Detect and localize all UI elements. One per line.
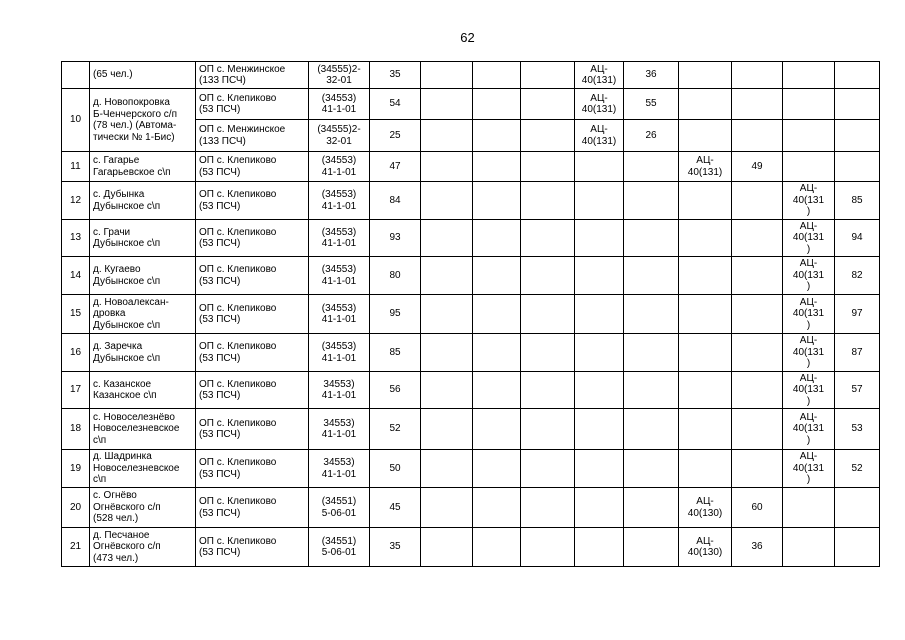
settlement-cell: с. Новоселезнёво Новоселезневское с\п xyxy=(90,409,196,450)
fire-unit-cell: ОП с. Клепиково (53 ПСЧ) xyxy=(196,409,309,450)
empty-cell xyxy=(835,488,880,528)
row-number-cell: 16 xyxy=(62,334,90,372)
empty-cell xyxy=(473,152,521,182)
fire-unit-cell: ОП с. Клепиково (53 ПСЧ) xyxy=(196,334,309,372)
fire-unit-cell: ОП с. Клепиково (53 ПСЧ) xyxy=(196,450,309,488)
table-row xyxy=(62,220,880,257)
empty-cell xyxy=(783,89,835,120)
fire-unit-cell: ОП с. Клепиково (53 ПСЧ) xyxy=(196,372,309,409)
empty-cell xyxy=(835,120,880,152)
phone-cell: (34551) 5-06-01 xyxy=(309,488,370,528)
empty-cell xyxy=(679,257,732,295)
distance-cell: 35 xyxy=(370,528,421,567)
row-number-cell: 20 xyxy=(62,488,90,528)
empty-cell xyxy=(473,372,521,409)
row-number-cell: 12 xyxy=(62,182,90,220)
empty-cell xyxy=(732,182,783,220)
empty-cell xyxy=(783,528,835,567)
table-row xyxy=(62,152,880,182)
empty-cell xyxy=(473,409,521,450)
row-number-cell: 13 xyxy=(62,220,90,257)
empty-cell xyxy=(624,334,679,372)
empty-cell xyxy=(473,334,521,372)
empty-cell xyxy=(521,220,575,257)
row-number-cell: 17 xyxy=(62,372,90,409)
empty-cell xyxy=(421,528,473,567)
empty-cell xyxy=(732,372,783,409)
vehicle-distance-cell: 60 xyxy=(732,488,783,528)
empty-cell xyxy=(783,120,835,152)
phone-cell: (34555)2- 32-01 xyxy=(309,62,370,89)
distance-cell: 84 xyxy=(370,182,421,220)
row-number-cell: 11 xyxy=(62,152,90,182)
vehicle-distance-cell: 85 xyxy=(835,182,880,220)
row-number-cell: 18 xyxy=(62,409,90,450)
vehicle-cell: АЦ- 40(130) xyxy=(679,528,732,567)
empty-cell xyxy=(521,152,575,182)
settlement-cell: с. Дубынка Дубынское с\п xyxy=(90,182,196,220)
fire-unit-cell: ОП с. Клепиково (53 ПСЧ) xyxy=(196,220,309,257)
empty-cell xyxy=(421,409,473,450)
fire-unit-cell: ОП с. Клепиково (53 ПСЧ) xyxy=(196,182,309,220)
empty-cell xyxy=(521,62,575,89)
empty-cell xyxy=(624,450,679,488)
table-row xyxy=(62,182,880,220)
empty-cell xyxy=(679,182,732,220)
phone-cell: (34553) 41-1-01 xyxy=(309,334,370,372)
table-row xyxy=(62,450,880,488)
empty-cell xyxy=(732,220,783,257)
settlement-cell: д. Песчаное Огнёвского с/п (473 чел.) xyxy=(90,528,196,567)
empty-cell xyxy=(679,372,732,409)
empty-cell xyxy=(521,409,575,450)
settlement-cell: с. Огнёво Огнёвского с/п (528 чел.) xyxy=(90,488,196,528)
vehicle-distance-cell: 82 xyxy=(835,257,880,295)
empty-cell xyxy=(783,62,835,89)
empty-cell xyxy=(624,372,679,409)
empty-cell xyxy=(732,89,783,120)
empty-cell xyxy=(732,409,783,450)
empty-cell xyxy=(783,152,835,182)
page-number: 62 xyxy=(460,30,475,45)
settlement-cell: с. Гагарье Гагарьевское с\п xyxy=(90,152,196,182)
phone-cell: (34551) 5-06-01 xyxy=(309,528,370,567)
vehicle-cell: АЦ- 40(131 ) xyxy=(783,257,835,295)
table-row xyxy=(62,89,880,120)
empty-cell xyxy=(679,295,732,334)
fire-unit-cell: ОП с. Клепиково (53 ПСЧ) xyxy=(196,295,309,334)
empty-cell xyxy=(421,488,473,528)
empty-cell xyxy=(624,295,679,334)
empty-cell xyxy=(732,450,783,488)
phone-cell: (34553) 41-1-01 xyxy=(309,89,370,120)
distance-cell: 80 xyxy=(370,257,421,295)
vehicle-cell: АЦ- 40(131 ) xyxy=(783,334,835,372)
phone-cell: 34553) 41-1-01 xyxy=(309,372,370,409)
empty-cell xyxy=(473,528,521,567)
empty-cell xyxy=(575,152,624,182)
distance-cell: 50 xyxy=(370,450,421,488)
empty-cell xyxy=(421,450,473,488)
vehicle-cell: АЦ- 40(131) xyxy=(679,152,732,182)
empty-cell xyxy=(575,450,624,488)
empty-cell xyxy=(575,182,624,220)
empty-cell xyxy=(732,257,783,295)
distance-cell: 95 xyxy=(370,295,421,334)
table-row xyxy=(62,528,880,567)
vehicle-cell: АЦ- 40(131) xyxy=(575,89,624,120)
distance-cell: 93 xyxy=(370,220,421,257)
vehicle-distance-cell: 94 xyxy=(835,220,880,257)
empty-cell xyxy=(679,220,732,257)
vehicle-cell: АЦ- 40(131) xyxy=(575,120,624,152)
table-row xyxy=(62,257,880,295)
vehicle-cell: АЦ- 40(131 ) xyxy=(783,295,835,334)
phone-cell: 34553) 41-1-01 xyxy=(309,450,370,488)
empty-cell xyxy=(421,334,473,372)
vehicle-distance-cell: 36 xyxy=(732,528,783,567)
phone-cell: (34553) 41-1-01 xyxy=(309,182,370,220)
empty-cell xyxy=(679,89,732,120)
vehicle-cell: АЦ- 40(131 ) xyxy=(783,372,835,409)
row-number-cell: 15 xyxy=(62,295,90,334)
empty-cell xyxy=(835,62,880,89)
empty-cell xyxy=(679,120,732,152)
empty-cell xyxy=(679,334,732,372)
empty-cell xyxy=(624,182,679,220)
empty-cell xyxy=(835,152,880,182)
empty-cell xyxy=(521,257,575,295)
vehicle-distance-cell: 97 xyxy=(835,295,880,334)
empty-cell xyxy=(473,220,521,257)
table-row xyxy=(62,62,880,89)
settlement-cell: (65 чел.) xyxy=(90,62,196,89)
vehicle-distance-cell: 49 xyxy=(732,152,783,182)
vehicle-distance-cell: 57 xyxy=(835,372,880,409)
distance-cell: 56 xyxy=(370,372,421,409)
empty-cell xyxy=(421,120,473,152)
empty-cell xyxy=(473,120,521,152)
distance-cell: 52 xyxy=(370,409,421,450)
row-number-cell: 19 xyxy=(62,450,90,488)
row-number-cell: 14 xyxy=(62,257,90,295)
empty-cell xyxy=(521,334,575,372)
empty-cell xyxy=(575,295,624,334)
phone-cell: (34553) 41-1-01 xyxy=(309,152,370,182)
empty-cell xyxy=(624,528,679,567)
empty-cell xyxy=(421,62,473,89)
empty-cell xyxy=(521,182,575,220)
fire-unit-cell: ОП с. Клепиково (53 ПСЧ) xyxy=(196,257,309,295)
empty-cell xyxy=(521,372,575,409)
empty-cell xyxy=(521,295,575,334)
phone-cell: (34555)2- 32-01 xyxy=(309,120,370,152)
phone-cell: (34553) 41-1-01 xyxy=(309,295,370,334)
empty-cell xyxy=(521,450,575,488)
vehicle-distance-cell: 53 xyxy=(835,409,880,450)
distance-cell: 85 xyxy=(370,334,421,372)
fire-unit-cell: ОП с. Менжинское (133 ПСЧ) xyxy=(196,120,309,152)
settlement-cell: д. Кугаево Дубынское с\п xyxy=(90,257,196,295)
empty-cell xyxy=(421,257,473,295)
empty-cell xyxy=(421,295,473,334)
empty-cell xyxy=(624,409,679,450)
settlement-cell: с. Казанское Казанское с\п xyxy=(90,372,196,409)
empty-cell xyxy=(473,257,521,295)
vehicle-distance-cell: 36 xyxy=(624,62,679,89)
empty-cell xyxy=(575,334,624,372)
vehicle-cell: АЦ- 40(131 ) xyxy=(783,182,835,220)
settlement-cell: д. Заречка Дубынское с\п xyxy=(90,334,196,372)
empty-cell xyxy=(521,89,575,120)
table-row xyxy=(62,295,880,334)
empty-cell xyxy=(521,528,575,567)
empty-cell xyxy=(732,334,783,372)
distance-cell: 35 xyxy=(370,62,421,89)
fire-unit-cell: ОП с. Клепиково (53 ПСЧ) xyxy=(196,528,309,567)
vehicle-distance-cell: 26 xyxy=(624,120,679,152)
empty-cell xyxy=(624,220,679,257)
empty-cell xyxy=(473,89,521,120)
phone-cell: 34553) 41-1-01 xyxy=(309,409,370,450)
row-number-cell: 10 xyxy=(62,89,90,152)
empty-cell xyxy=(521,120,575,152)
distance-cell: 54 xyxy=(370,89,421,120)
empty-cell xyxy=(473,62,521,89)
empty-cell xyxy=(575,257,624,295)
empty-cell xyxy=(421,152,473,182)
vehicle-distance-cell: 87 xyxy=(835,334,880,372)
empty-cell xyxy=(473,295,521,334)
table-row xyxy=(62,409,880,450)
table-row xyxy=(62,334,880,372)
phone-cell: (34553) 41-1-01 xyxy=(309,220,370,257)
empty-cell xyxy=(575,488,624,528)
empty-cell xyxy=(783,488,835,528)
empty-cell xyxy=(624,257,679,295)
vehicle-cell: АЦ- 40(131) xyxy=(575,62,624,89)
vehicle-distance-cell: 52 xyxy=(835,450,880,488)
table-row xyxy=(62,372,880,409)
empty-cell xyxy=(575,528,624,567)
empty-cell xyxy=(732,295,783,334)
fire-unit-cell: ОП с. Клепиково (53 ПСЧ) xyxy=(196,488,309,528)
empty-cell xyxy=(421,372,473,409)
row-number-cell xyxy=(62,62,90,89)
empty-cell xyxy=(521,488,575,528)
distance-cell: 47 xyxy=(370,152,421,182)
dispatch-table xyxy=(61,61,880,567)
empty-cell xyxy=(835,528,880,567)
empty-cell xyxy=(473,450,521,488)
empty-cell xyxy=(421,220,473,257)
empty-cell xyxy=(679,409,732,450)
settlement-cell: д. Шадринка Новоселезневское с\п xyxy=(90,450,196,488)
phone-cell: (34553) 41-1-01 xyxy=(309,257,370,295)
table-row xyxy=(62,488,880,528)
vehicle-cell: АЦ- 40(130) xyxy=(679,488,732,528)
empty-cell xyxy=(575,372,624,409)
row-number-cell: 21 xyxy=(62,528,90,567)
empty-cell xyxy=(473,488,521,528)
distance-cell: 25 xyxy=(370,120,421,152)
settlement-cell: с. Грачи Дубынское с\п xyxy=(90,220,196,257)
vehicle-cell: АЦ- 40(131 ) xyxy=(783,220,835,257)
empty-cell xyxy=(732,120,783,152)
fire-unit-cell: ОП с. Клепиково (53 ПСЧ) xyxy=(196,152,309,182)
empty-cell xyxy=(473,182,521,220)
settlement-cell: д. Новопокровка Б-Ченчерского с/п (78 чел.) (Автома- тически № 1-Бис) xyxy=(90,89,196,152)
vehicle-cell: АЦ- 40(131 ) xyxy=(783,409,835,450)
empty-cell xyxy=(575,409,624,450)
fire-unit-cell: ОП с. Клепиково (53 ПСЧ) xyxy=(196,89,309,120)
empty-cell xyxy=(421,182,473,220)
empty-cell xyxy=(679,450,732,488)
empty-cell xyxy=(624,488,679,528)
vehicle-distance-cell: 55 xyxy=(624,89,679,120)
empty-cell xyxy=(421,89,473,120)
fire-unit-cell: ОП с. Менжинское (133 ПСЧ) xyxy=(196,62,309,89)
empty-cell xyxy=(575,220,624,257)
vehicle-cell: АЦ- 40(131 ) xyxy=(783,450,835,488)
empty-cell xyxy=(679,62,732,89)
empty-cell xyxy=(732,62,783,89)
distance-cell: 45 xyxy=(370,488,421,528)
empty-cell xyxy=(835,89,880,120)
settlement-cell: д. Новоалексан- дровка Дубынское с\п xyxy=(90,295,196,334)
empty-cell xyxy=(624,152,679,182)
